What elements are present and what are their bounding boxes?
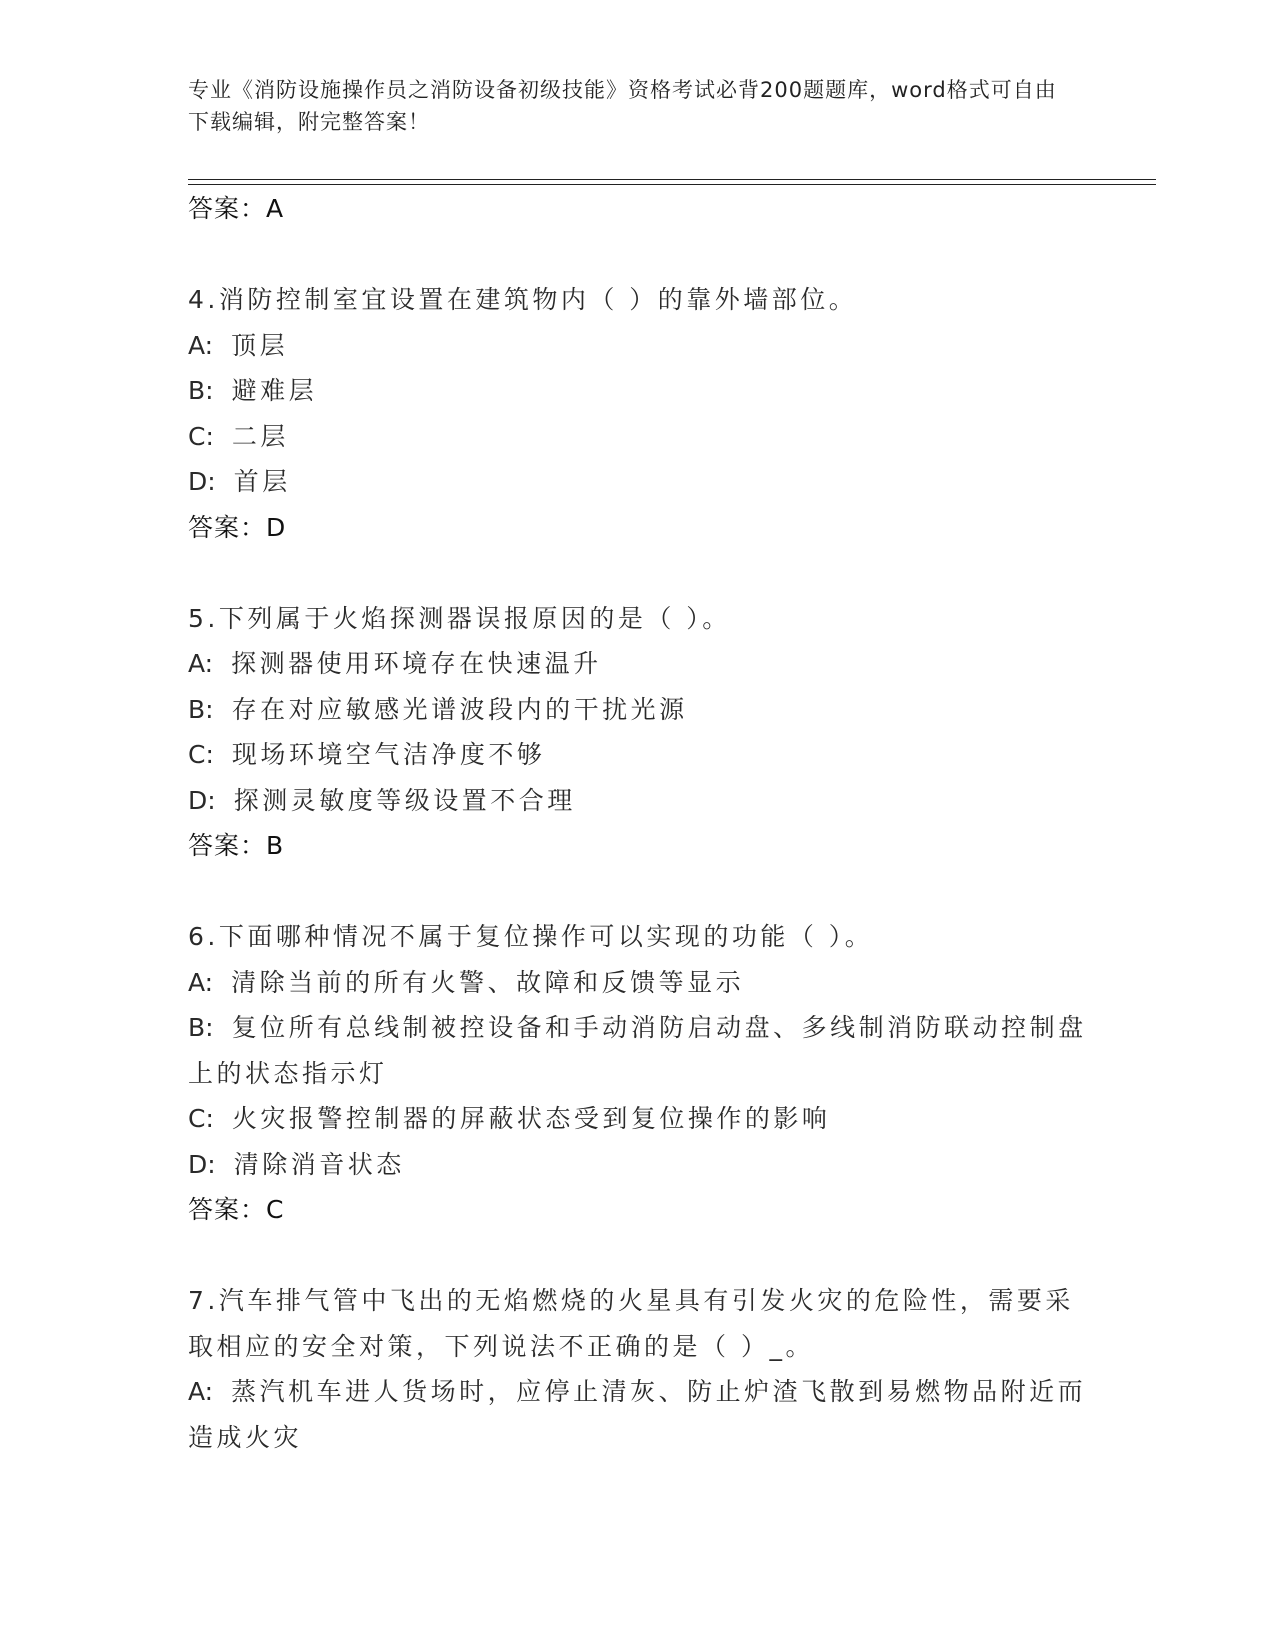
option-letter: B:: [188, 694, 214, 724]
option-letter: A:: [188, 1377, 214, 1406]
header-divider-bottom: [188, 184, 1156, 185]
header-divider-top: [188, 179, 1156, 180]
option-b: [188, 1005, 1088, 1096]
option-b: [188, 687, 1088, 733]
option-a: [188, 641, 1088, 687]
option-letter: B:: [188, 376, 214, 405]
question-list: [188, 186, 1088, 1460]
option-text: 顶层: [231, 330, 289, 360]
option-c: [188, 414, 1088, 460]
question-stem: 5.下列属于火焰探测器误报原因的是（ ）。: [188, 603, 731, 633]
question-item: [188, 914, 1088, 1233]
answer-line: 答案：D: [188, 512, 287, 542]
option-d: [188, 778, 1088, 824]
option-a: [188, 960, 1088, 1006]
question-stem: 6.下面哪种情况不属于复位操作可以实现的功能（ ）。: [188, 922, 874, 951]
option-letter: D:: [188, 785, 216, 815]
document-header: 专业《消防设施操作员之消防设备初级技能》资格考试必背200题题库，word格式可自由下载编辑，附完整答案！: [188, 78, 1057, 134]
answer-line: 答案：A: [188, 194, 285, 223]
option-text: 探测灵敏度等级设置不合理: [233, 785, 576, 815]
option-a: [188, 1369, 1088, 1460]
option-c: [188, 732, 1088, 778]
question-item: [188, 596, 1088, 870]
option-text: 避难层: [231, 376, 318, 405]
option-letter: D:: [188, 467, 216, 496]
option-d: [188, 459, 1088, 505]
option-text: 存在对应敏感光谱波段内的干扰光源: [231, 694, 688, 724]
question-stem: 4.消防控制室宜设置在建筑物内（ ）的靠外墙部位。: [188, 285, 858, 314]
option-text: 复位所有总线制被控设备和手动消防启动盘、多线制消防联动控制盘上的状态指示灯: [188, 1013, 1087, 1088]
option-d: [188, 1142, 1088, 1188]
option-text: 探测器使用环境存在快速温升: [231, 649, 602, 678]
option-text: 首层: [233, 467, 291, 496]
option-letter: C:: [188, 421, 214, 451]
answer-line: 答案：C: [188, 1195, 285, 1224]
option-text: 清除当前的所有火警、故障和反馈等显示: [231, 967, 745, 997]
option-letter: C:: [188, 740, 214, 769]
option-a: [188, 323, 1088, 369]
option-text: 蒸汽机车进人货场时，应停止清灰、防止炉渣飞散到易燃物品附近而造成火灾: [188, 1377, 1087, 1452]
option-letter: C:: [188, 1104, 214, 1133]
option-text: 现场环境空气洁净度不够: [231, 740, 546, 769]
option-letter: B:: [188, 1013, 214, 1042]
answer-line: 答案：B: [188, 831, 285, 860]
option-letter: D:: [188, 1149, 216, 1179]
option-text: 清除消音状态: [233, 1149, 405, 1179]
option-c: [188, 1096, 1088, 1142]
option-b: [188, 368, 1088, 414]
option-text: 二层: [231, 421, 289, 451]
option-text: 火灾报警控制器的屏蔽状态受到复位操作的影响: [231, 1104, 831, 1133]
question-stem: 7.汽车排气管中飞出的无焰燃烧的火星具有引发火灾的危险性，需要采取相应的安全对策，下列说法不正确的是（ ）_。: [188, 1286, 1074, 1361]
option-letter: A:: [188, 330, 214, 360]
option-letter: A:: [188, 649, 214, 678]
option-letter: A:: [188, 967, 214, 997]
question-item: [188, 277, 1088, 551]
question-item: [188, 1278, 1088, 1460]
